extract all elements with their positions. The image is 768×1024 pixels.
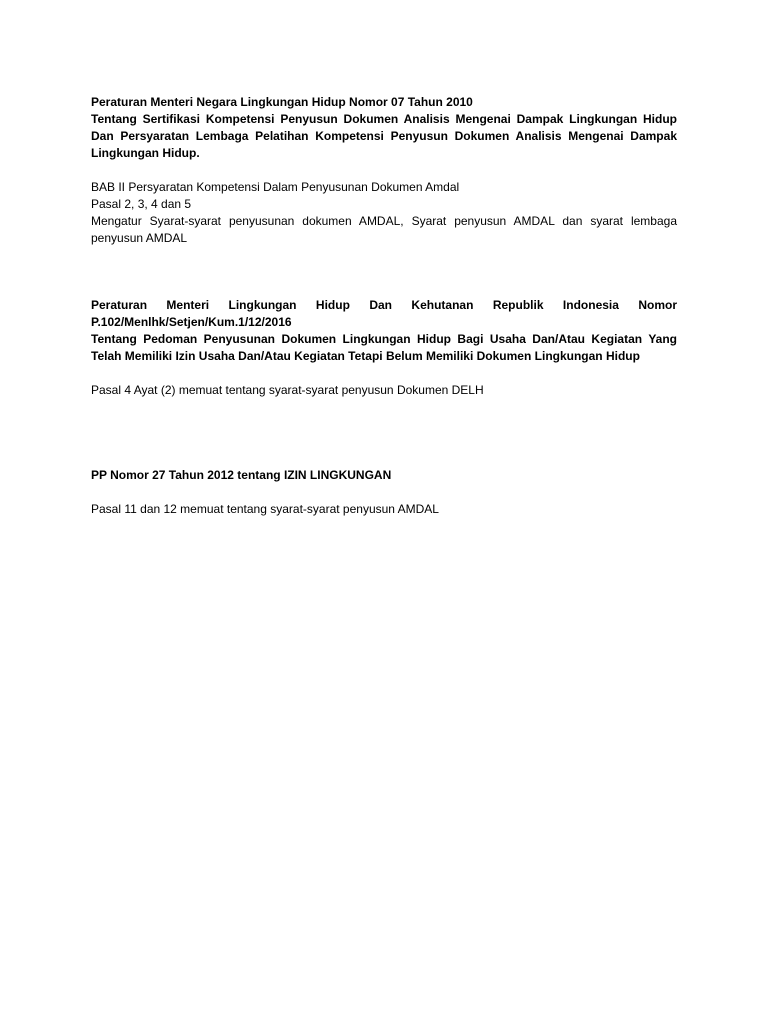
section3-title: PP Nomor 27 Tahun 2012 tentang IZIN LINGKUNGAN <box>91 468 392 482</box>
section1-bab: BAB II Persyaratan Kompetensi Dalam Penyusunan Dokumen Amdal <box>91 180 460 194</box>
section2-title: Peraturan Menteri Lingkungan Hidup Dan Kehutanan Republik Indonesia Nomor P.102/Menlhk/Setjen/Kum.1/12/2016 <box>91 298 677 329</box>
section1-pasal: Pasal 2, 3, 4 dan 5 <box>91 197 192 211</box>
section-permen-lh-07-2010 <box>91 94 677 247</box>
document-page <box>91 94 677 518</box>
section1-description: Mengatur Syarat-syarat penyusunan dokumen AMDAL, Syarat penyusun AMDAL dan syarat lembaga penyusun AMDAL <box>91 214 677 245</box>
section2-subtitle: Tentang Pedoman Penyusunan Dokumen Lingkungan Hidup Bagi Usaha Dan/Atau Kegiatan Yang Telah Memiliki Izin Usaha Dan/Atau Kegiatan Tetapi Belum Memiliki Dokumen Lingkungan Hidup <box>91 332 677 363</box>
section2-description: Pasal 4 Ayat (2) memuat tentang syarat-syarat penyusun Dokumen DELH <box>91 383 484 397</box>
section1-subtitle: Tentang Sertifikasi Kompetensi Penyusun Dokumen Analisis Mengenai Dampak Lingkungan Hidup Dan Persyaratan Lembaga Pelatihan Kompetensi Penyusun Dokumen Analisis Mengenai Dampak Lingkungan Hidup. <box>91 112 677 160</box>
section1-title: Peraturan Menteri Negara Lingkungan Hidup Nomor 07 Tahun 2010 <box>91 95 473 109</box>
section-pp-27-2012 <box>91 467 677 518</box>
section3-description: Pasal 11 dan 12 memuat tentang syarat-syarat penyusun AMDAL <box>91 502 439 516</box>
section-permen-lhk-p102-2016 <box>91 297 677 399</box>
